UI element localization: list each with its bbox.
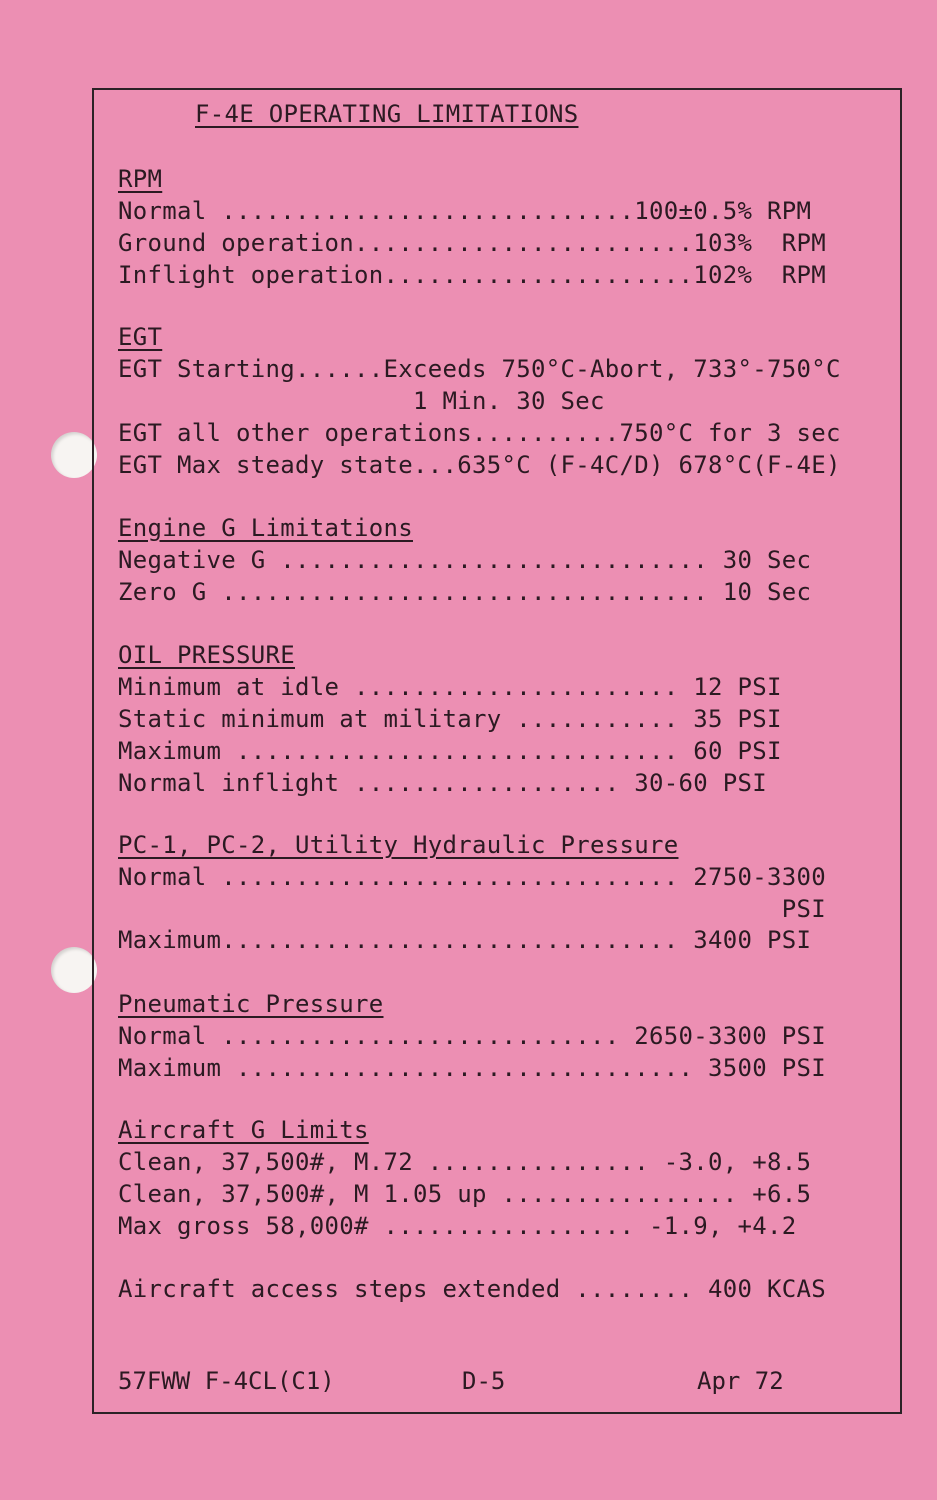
footer-page-number: D-5	[462, 1367, 506, 1395]
hydraulic-heading: PC-1, PC-2, Utility Hydraulic Pressure	[118, 831, 679, 859]
page-title: F-4E OPERATING LIMITATIONS	[195, 100, 579, 128]
hydraulic-row-maximum: Maximum............................... 3400 PSI	[118, 926, 812, 954]
oil-row-maximum: Maximum .............................. 60 PSI	[118, 737, 782, 765]
rpm-row-inflight: Inflight operation.....................102% RPM	[118, 261, 826, 289]
rpm-row-normal: Normal ............................100±0.5% RPM	[118, 197, 812, 225]
footer-date: Apr 72	[697, 1367, 784, 1395]
egt-row-starting-duration: 1 Min. 30 Sec	[118, 387, 605, 415]
hydraulic-row-normal-unit: PSI	[118, 895, 826, 923]
egt-row-other: EGT all other operations..........750°C for 3 sec	[118, 419, 841, 447]
oil-heading: OIL PRESSURE	[118, 641, 295, 669]
hydraulic-row-normal: Normal ............................... 2750-3300	[118, 863, 826, 891]
egt-row-steady: EGT Max steady state...635°C (F-4C/D) 678°C(F-4E)	[118, 451, 841, 479]
rpm-row-ground: Ground operation.......................103% RPM	[118, 229, 826, 257]
egt-heading: EGT	[118, 323, 163, 351]
access-steps-row: Aircraft access steps extended ........ 400 KCAS	[118, 1275, 826, 1303]
oil-row-idle: Minimum at idle ...................... 12 PSI	[118, 673, 782, 701]
engine-g-row-zero: Zero G ................................. 10 Sec	[118, 578, 812, 606]
pneumatic-row-normal: Normal ........................... 2650-3300 PSI	[118, 1022, 826, 1050]
engine-g-row-negative: Negative G ............................. 30 Sec	[118, 546, 812, 574]
aircraft-g-row-m105: Clean, 37,500#, M 1.05 up ................ +6.5	[118, 1180, 812, 1208]
egt-row-starting: EGT Starting......Exceeds 750°C-Abort, 733°-750°C	[118, 355, 841, 383]
oil-row-inflight: Normal inflight .................. 30-60 PSI	[118, 769, 767, 797]
pneumatic-row-maximum: Maximum ............................... 3500 PSI	[118, 1054, 826, 1082]
engine-g-heading: Engine G Limitations	[118, 514, 413, 542]
oil-row-static: Static minimum at military ........... 35 PSI	[118, 705, 782, 733]
aircraft-g-heading: Aircraft G Limits	[118, 1116, 369, 1144]
rpm-heading: RPM	[118, 165, 163, 193]
footer-document-id: 57FWW F-4CL(C1)	[118, 1367, 335, 1395]
punch-hole-top	[51, 432, 97, 478]
aircraft-g-row-m72: Clean, 37,500#, M.72 ............... -3.0, +8.5	[118, 1148, 812, 1176]
aircraft-g-row-max-gross: Max gross 58,000# ................. -1.9, +4.2	[118, 1212, 797, 1240]
punch-hole-bottom	[51, 947, 97, 993]
pneumatic-heading: Pneumatic Pressure	[118, 990, 384, 1018]
